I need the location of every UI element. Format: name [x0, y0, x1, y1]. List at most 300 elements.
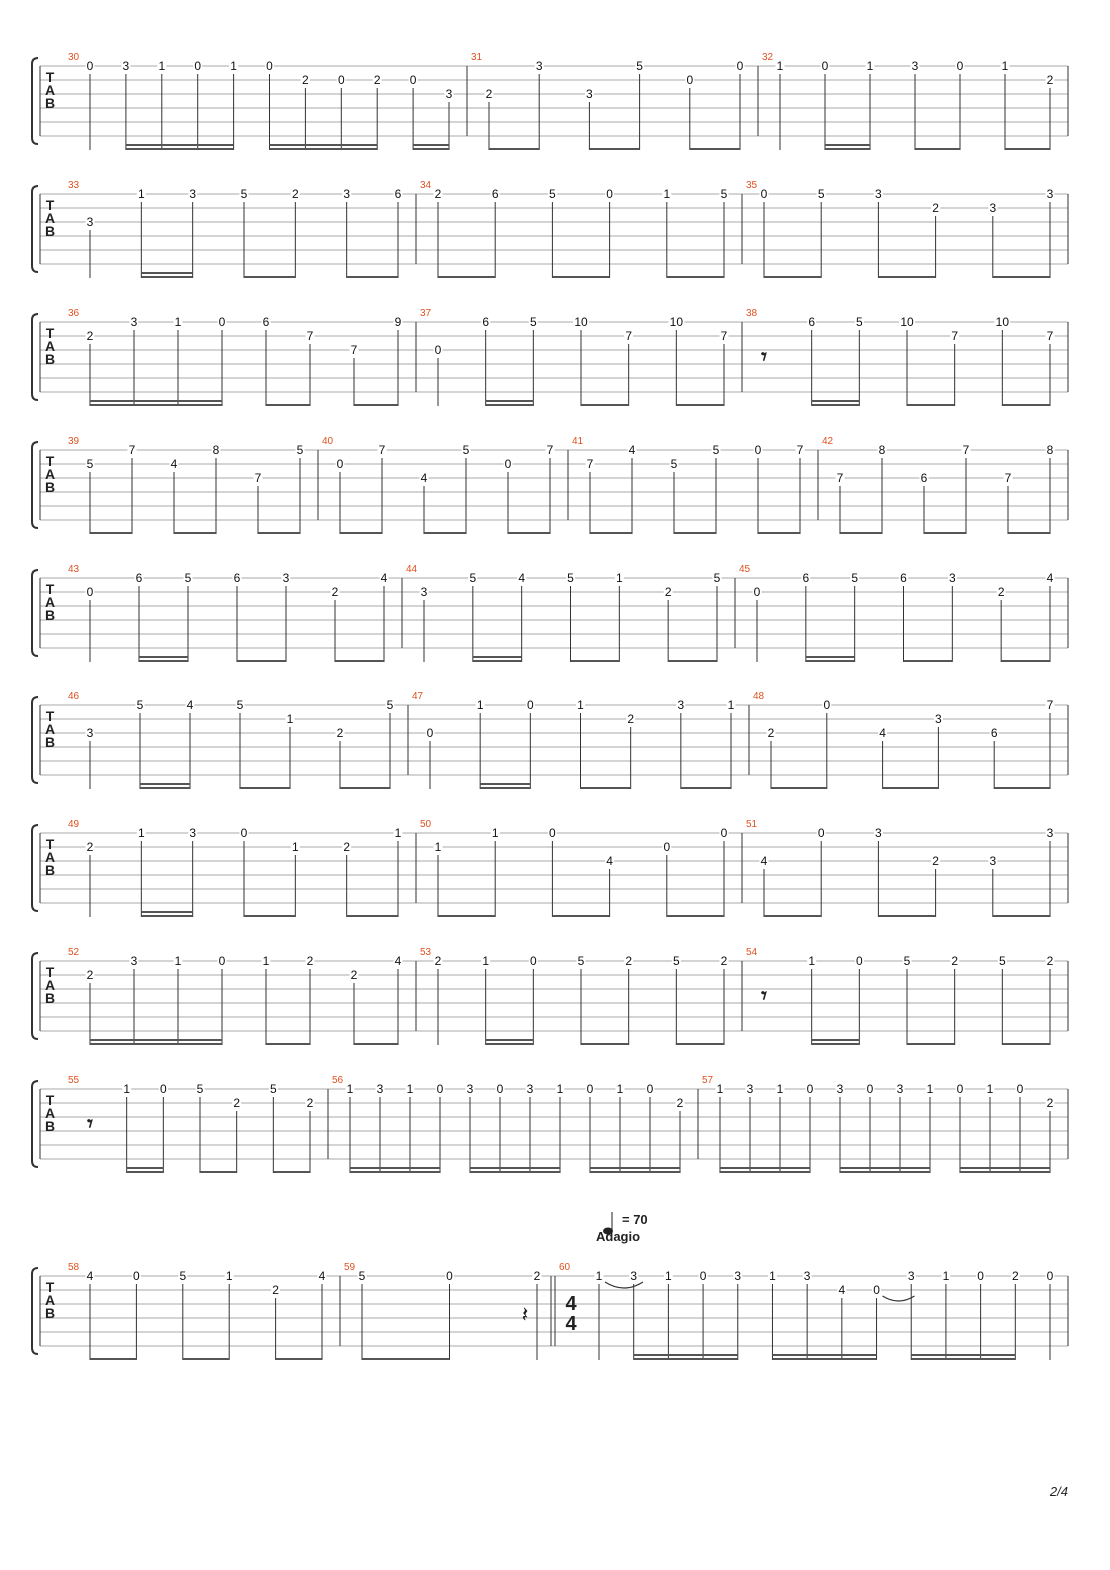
beam: [581, 1043, 629, 1045]
measure-59: [344, 1262, 542, 1360]
fret-number: 2: [302, 73, 309, 87]
fret-number: 6: [920, 471, 928, 485]
beam: [758, 532, 800, 534]
fret-number: 0: [133, 1269, 140, 1283]
fret-number: 1: [556, 1082, 564, 1096]
fret-number: 3: [875, 826, 882, 840]
measure-54: [746, 947, 1055, 1045]
beam: [812, 404, 860, 406]
fret-number: 0: [409, 73, 417, 87]
fret-number: 7: [306, 329, 314, 343]
fret-number: 7: [546, 443, 554, 457]
fret-number: 5: [269, 1082, 277, 1096]
measure-49: [68, 819, 403, 917]
fret-number: 2: [1046, 1096, 1054, 1110]
fret-number: 0: [663, 840, 671, 854]
measure-number: 60: [559, 1262, 571, 1273]
beam: [1008, 532, 1050, 534]
fret-number: 2: [676, 1096, 684, 1110]
measure-52: [68, 947, 403, 1045]
fret-number: 3: [526, 1082, 534, 1096]
measure-number: 55: [68, 1075, 80, 1086]
fret-number: 0: [873, 1283, 880, 1297]
fret-number: 7: [836, 471, 844, 485]
fret-number: 0: [736, 59, 744, 73]
fret-number: 1: [174, 315, 182, 329]
fret-number: 1: [137, 187, 145, 201]
fret-number: 3: [803, 1269, 811, 1283]
fret-number: 4: [1046, 571, 1054, 585]
fret-number: 1: [158, 59, 166, 73]
fret-number: 3: [189, 826, 197, 840]
tab-clef-letter: B: [44, 607, 56, 623]
beam: [581, 404, 629, 406]
fret-number: 10: [669, 315, 684, 329]
system-bracket: [32, 825, 38, 911]
beam: [878, 915, 935, 917]
beam: [764, 276, 821, 278]
beam: [571, 660, 620, 662]
measure-number: 43: [68, 564, 80, 575]
fret-number: 5: [296, 443, 304, 457]
beam: [676, 404, 724, 406]
beam: [590, 532, 632, 534]
fret-number: 1: [808, 954, 816, 968]
beam: [141, 276, 192, 278]
fret-number: 5: [712, 443, 720, 457]
fret-number: 0: [1016, 1082, 1024, 1096]
tab-clef-letter: B: [44, 479, 56, 495]
fret-number: 2: [1046, 954, 1054, 968]
fret-number: 1: [137, 826, 145, 840]
fret-number: 5: [529, 315, 537, 329]
system-5: [32, 564, 1068, 662]
fret-number: 5: [240, 187, 248, 201]
fret-number: 1: [615, 571, 623, 585]
fret-number: 3: [677, 698, 685, 712]
tab-clef-letter: T: [45, 1279, 55, 1295]
beam: [240, 787, 290, 789]
tab-clef-letter: A: [44, 210, 56, 226]
fret-number: 3: [989, 201, 997, 215]
eighth-rest: 𝄾: [761, 344, 767, 369]
fret-number: 2: [1011, 1269, 1019, 1283]
fret-number: 5: [903, 954, 911, 968]
fret-number: 0: [821, 59, 829, 73]
tab-clef-letter: A: [44, 1292, 56, 1308]
measure-number: 54: [746, 947, 758, 958]
fret-number: 0: [754, 443, 762, 457]
beam: [90, 404, 222, 406]
beam: [1001, 660, 1050, 662]
beam-secondary: [840, 1167, 930, 1169]
fret-number: 7: [1046, 329, 1054, 343]
fret-number: 0: [529, 954, 537, 968]
fret-number: 3: [935, 712, 942, 726]
measure-47: [412, 691, 736, 789]
measure-number: 35: [746, 180, 758, 191]
system-4: [32, 436, 1068, 534]
fret-number: 3: [376, 1082, 384, 1096]
beam: [350, 1171, 440, 1173]
fret-number: 4: [518, 571, 526, 585]
fret-number: 2: [932, 201, 939, 215]
beam: [994, 787, 1050, 789]
measure-34: [420, 180, 729, 278]
measure-number: 33: [68, 180, 80, 191]
fret-number: 4: [186, 698, 194, 712]
fret-number: 1: [577, 698, 584, 712]
measure-31: [471, 52, 745, 150]
beam: [237, 660, 286, 662]
fret-number: 6: [808, 315, 816, 329]
fret-number: 6: [135, 571, 143, 585]
fret-number: 6: [262, 315, 270, 329]
measure-number: 59: [344, 1262, 356, 1273]
system-7: [32, 819, 1068, 917]
fret-number: 4: [86, 1269, 94, 1283]
beam-secondary: [413, 144, 449, 146]
fret-number: 3: [122, 59, 130, 73]
fret-number: 0: [86, 59, 94, 73]
fret-number: 0: [218, 954, 226, 968]
fret-number: 5: [672, 954, 680, 968]
fret-number: 3: [896, 1082, 904, 1096]
beam: [667, 276, 724, 278]
measure-55: [68, 1075, 315, 1173]
measure-44: [406, 564, 722, 662]
tab-clef-letter: B: [44, 95, 56, 111]
beam-secondary: [812, 400, 860, 402]
tab-clef-letter: A: [44, 338, 56, 354]
measure-33: [68, 180, 403, 278]
fret-number: 0: [586, 1082, 594, 1096]
fret-number: 0: [218, 315, 226, 329]
measure-42: [822, 436, 1055, 534]
fret-number: 5: [86, 457, 94, 471]
fret-number: 0: [426, 726, 434, 740]
beam: [273, 1171, 310, 1173]
measure-number: 49: [68, 819, 80, 830]
tab-clef-letter: A: [44, 466, 56, 482]
tab-clef-letter: B: [44, 990, 56, 1006]
fret-number: 5: [855, 315, 863, 329]
fret-number: 1: [394, 826, 402, 840]
fret-number: 3: [875, 187, 882, 201]
fret-number: 6: [233, 571, 241, 585]
tempo-marking: Adagio: [596, 1229, 641, 1244]
measure-number: 52: [68, 947, 80, 958]
fret-number: 0: [549, 826, 556, 840]
tab-clef-letter: B: [44, 862, 56, 878]
tab-clef-letter: B: [44, 223, 56, 239]
fret-number: 5: [577, 954, 585, 968]
fret-number: 2: [932, 854, 939, 868]
fret-number: 3: [343, 187, 351, 201]
tab-clef-letter: A: [44, 1105, 56, 1121]
beam: [907, 1043, 955, 1045]
fret-number: 3: [989, 854, 997, 868]
tab-clef-letter: B: [44, 734, 56, 750]
beam: [90, 532, 132, 534]
fret-number: 0: [504, 457, 512, 471]
measure-36: [68, 308, 403, 406]
fret-number: 3: [586, 87, 593, 101]
beam: [634, 1358, 738, 1360]
fret-number: 2: [485, 87, 493, 101]
fret-number: 7: [1046, 698, 1054, 712]
fret-number: 5: [386, 698, 394, 712]
fret-number: 3: [535, 59, 543, 73]
system-bracket: [32, 953, 38, 1039]
fret-number: 4: [420, 471, 428, 485]
tab-clef-letter: T: [45, 708, 55, 724]
beam: [140, 787, 190, 789]
beam-secondary: [141, 272, 192, 274]
fret-number: 1: [595, 1269, 603, 1283]
fret-number: 9: [394, 315, 402, 329]
fret-number: 0: [956, 1082, 964, 1096]
beam: [911, 1358, 1015, 1360]
beam: [141, 915, 192, 917]
fret-number: 1: [262, 954, 270, 968]
beam: [340, 787, 390, 789]
fret-number: 0: [336, 457, 344, 471]
tab-clef-letter: B: [44, 1118, 56, 1134]
fret-number: 3: [420, 585, 428, 599]
measure-number: 30: [68, 52, 80, 63]
fret-number: 5: [998, 954, 1006, 968]
fret-number: 0: [760, 187, 768, 201]
system-bracket: [32, 1268, 38, 1354]
fret-number: 1: [434, 840, 442, 854]
fret-number: 7: [796, 443, 804, 457]
beam: [266, 404, 310, 406]
fret-number: 0: [977, 1269, 984, 1283]
fret-number: 10: [995, 315, 1010, 329]
system-bracket: [32, 570, 38, 656]
beam: [354, 404, 398, 406]
fret-number: 2: [272, 1283, 279, 1297]
fret-number: 5: [179, 1269, 187, 1283]
beam: [1002, 1043, 1050, 1045]
beam: [674, 532, 716, 534]
fret-number: 5: [196, 1082, 204, 1096]
fret-number: 1: [491, 826, 499, 840]
fret-number: 0: [434, 343, 442, 357]
system-8: [32, 947, 1068, 1045]
beam: [244, 915, 295, 917]
measure-number: 50: [420, 819, 432, 830]
beam-secondary: [139, 656, 188, 658]
beam: [552, 915, 609, 917]
fret-number: 1: [926, 1082, 934, 1096]
beam-secondary: [486, 400, 534, 402]
system-bracket: [32, 186, 38, 272]
fret-number: 1: [716, 1082, 724, 1096]
fret-number: 3: [948, 571, 956, 585]
measure-number: 42: [822, 436, 834, 447]
fret-number: 1: [942, 1269, 950, 1283]
beam-secondary: [634, 1354, 738, 1356]
measure-60: [559, 1262, 1055, 1360]
beam-secondary: [141, 911, 192, 913]
beam: [90, 1043, 222, 1045]
eighth-rest: 𝄾: [761, 983, 767, 1008]
fret-number: 2: [1046, 73, 1054, 87]
tab-clef-letter: T: [45, 325, 55, 341]
beam: [883, 787, 939, 789]
beam: [552, 276, 609, 278]
fret-number: 3: [907, 1269, 915, 1283]
beam: [473, 660, 522, 662]
fret-number: 5: [636, 59, 643, 73]
fret-number: 0: [855, 954, 863, 968]
fret-number: 0: [806, 1082, 814, 1096]
fret-number: 7: [951, 329, 959, 343]
fret-number: 5: [567, 571, 574, 585]
fret-number: 2: [233, 1096, 241, 1110]
beam: [413, 148, 449, 150]
measure-number: 32: [762, 52, 774, 63]
fret-number: 4: [838, 1283, 846, 1297]
fret-number: 1: [225, 1269, 233, 1283]
fret-number: 0: [699, 1269, 707, 1283]
fret-number: 7: [128, 443, 136, 457]
measure-number: 40: [322, 436, 334, 447]
fret-number: 10: [900, 315, 914, 329]
fret-number: 7: [625, 329, 633, 343]
tab-clef-letter: T: [45, 836, 55, 852]
fret-number: 3: [86, 726, 94, 740]
fret-number: 0: [526, 698, 534, 712]
fret-number: 1: [986, 1082, 994, 1096]
fret-number: 3: [189, 187, 197, 201]
fret-number: 1: [230, 59, 237, 73]
fret-number: 1: [616, 1082, 624, 1096]
beam-secondary: [140, 783, 190, 785]
fret-number: 0: [823, 698, 831, 712]
beam-secondary: [772, 1354, 876, 1356]
fret-number: 2: [336, 726, 344, 740]
measure-57: [702, 1075, 1055, 1173]
fret-number: 0: [686, 73, 694, 87]
fret-number: 4: [628, 443, 636, 457]
beam: [840, 1171, 930, 1173]
measure-53: [420, 947, 729, 1045]
measure-number: 31: [471, 52, 483, 63]
measure-number: 44: [406, 564, 418, 575]
fret-number: 5: [469, 571, 477, 585]
fret-number: 1: [286, 712, 294, 726]
beam: [806, 660, 855, 662]
measure-48: [753, 691, 1055, 789]
fret-number: 2: [664, 585, 672, 599]
fret-number: 2: [350, 968, 358, 982]
measure-30: [68, 52, 454, 150]
fret-number: 3: [130, 315, 138, 329]
fret-number: 2: [306, 954, 314, 968]
beam: [486, 1043, 534, 1045]
beam-secondary: [480, 783, 530, 785]
measure-number: 38: [746, 308, 758, 319]
fret-number: 7: [378, 443, 386, 457]
beam: [581, 787, 631, 789]
measure-51: [746, 819, 1055, 917]
measure-41: [572, 436, 805, 534]
fret-number: 4: [318, 1269, 326, 1283]
system-9: [32, 1075, 1068, 1173]
tie: [883, 1296, 915, 1301]
tab-clef-letter: A: [44, 82, 56, 98]
beam: [681, 787, 731, 789]
system-bracket: [32, 697, 38, 783]
measure-37: [420, 308, 729, 406]
fret-number: 8: [1046, 443, 1054, 457]
fret-number: 1: [663, 187, 671, 201]
beam: [720, 1171, 810, 1173]
fret-number: 2: [767, 726, 775, 740]
system-3: [32, 308, 1068, 406]
beam: [590, 1171, 680, 1173]
fret-number: 3: [1046, 826, 1054, 840]
fret-number: 0: [646, 1082, 654, 1096]
fret-number: 5: [549, 187, 556, 201]
measure-number: 48: [753, 691, 765, 702]
tab-clef-letter: B: [44, 1305, 56, 1321]
tab-clef-letter: T: [45, 69, 55, 85]
measure-number: 37: [420, 308, 432, 319]
fret-number: 1: [346, 1082, 354, 1096]
tab-clef-letter: A: [44, 849, 56, 865]
beam: [772, 1358, 876, 1360]
fret-number: 7: [586, 457, 594, 471]
measure-58: [68, 1262, 327, 1360]
fret-number: 4: [879, 726, 886, 740]
fret-number: 4: [380, 571, 388, 585]
tab-clef-letter: A: [44, 721, 56, 737]
fret-number: 0: [720, 826, 728, 840]
fret-number: 3: [86, 215, 94, 229]
fret-number: 5: [670, 457, 678, 471]
measure-number: 57: [702, 1075, 714, 1086]
fret-number: 0: [240, 826, 248, 840]
beam: [960, 1171, 1050, 1173]
beam: [993, 276, 1050, 278]
system-6: [32, 691, 1068, 789]
system-bracket: [32, 58, 38, 144]
beam: [174, 532, 216, 534]
fret-number: 3: [130, 954, 138, 968]
system-bracket: [32, 442, 38, 528]
beam: [258, 532, 300, 534]
fret-number: 1: [174, 954, 182, 968]
beam: [840, 532, 882, 534]
eighth-rest: 𝄾: [87, 1111, 93, 1136]
beam: [825, 148, 870, 150]
fret-number: 2: [86, 968, 94, 982]
system-bracket: [32, 1081, 38, 1167]
beam: [470, 1171, 560, 1173]
fret-number: 2: [997, 585, 1005, 599]
measure-number: 56: [332, 1075, 344, 1086]
beam: [183, 1358, 229, 1360]
measure-46: [68, 691, 395, 789]
fret-number: 5: [713, 571, 721, 585]
fret-number: 1: [1001, 59, 1009, 73]
measure-number: 46: [68, 691, 80, 702]
fret-number: 1: [291, 840, 299, 854]
